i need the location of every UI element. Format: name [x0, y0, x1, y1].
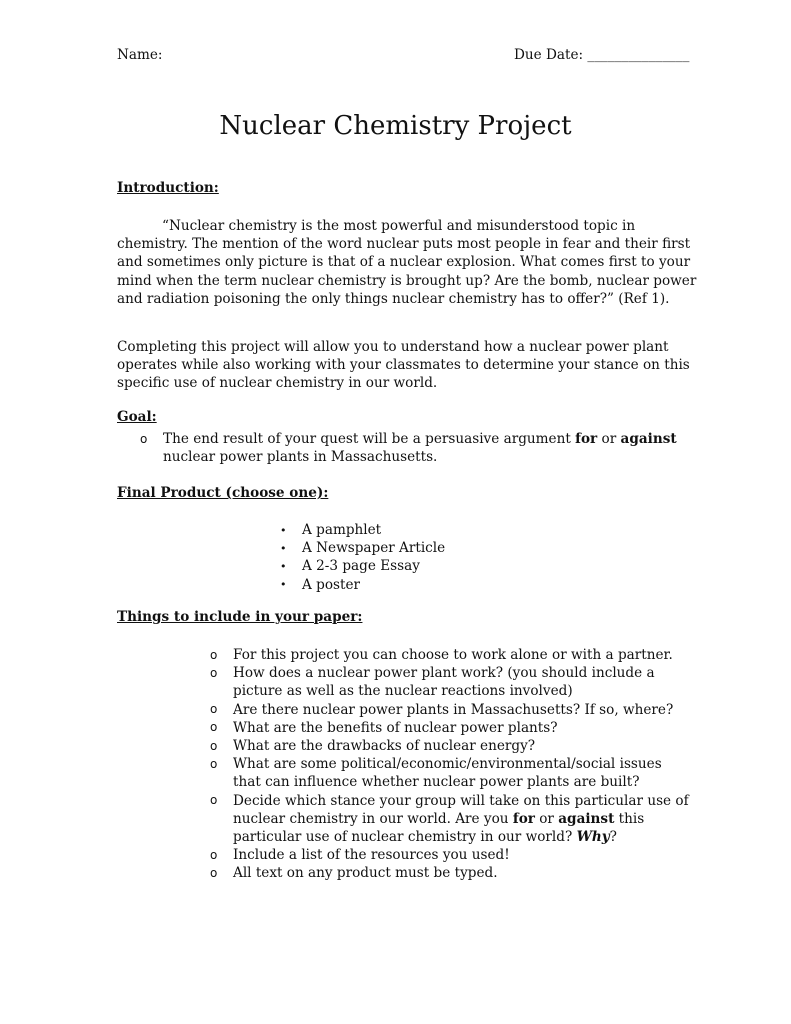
introduction-quote	[117, 217, 696, 308]
goal-marker-icon: o	[140, 432, 148, 446]
quote-line: chemistry. The mention of the word nuclear puts most people in fear and their first	[117, 236, 691, 253]
list-marker-icon: o	[210, 866, 218, 880]
item-against: against	[558, 810, 615, 827]
item-text: nuclear chemistry in our world. Are you	[233, 810, 513, 827]
item-why: Why	[576, 828, 610, 845]
bullet-icon: •	[280, 542, 287, 555]
bullet-icon: •	[280, 524, 287, 537]
list-item: What are the drawbacks of nuclear energy?	[233, 737, 536, 754]
list-item: What are some political/economic/environmental/social issues	[233, 756, 662, 773]
list-marker-icon: o	[210, 757, 218, 771]
list-item: A poster	[302, 576, 361, 593]
list-item: A 2-3 page Essay	[302, 558, 420, 575]
name-label: Name:	[117, 47, 163, 63]
item-for: for	[512, 810, 535, 827]
list-item: All text on any product must be typed.	[233, 865, 498, 882]
completion-line: operates while also working with your classmates to determine your stance on this	[117, 357, 690, 374]
page-title: Nuclear Chemistry Project	[219, 111, 572, 141]
list-marker-icon: o	[210, 702, 218, 716]
quote-line: “Nuclear chemistry is the most powerful and misunderstood topic in	[162, 218, 636, 234]
quote-line: mind when the term nuclear chemistry is brought up? Are the bomb, nuclear power	[117, 272, 697, 289]
goal-text-part: The end result of your quest will be a persuasive argument	[163, 431, 576, 447]
list-marker-icon: o	[210, 648, 218, 662]
list-item-continued	[233, 828, 689, 846]
list-marker-icon: o	[210, 739, 218, 753]
final-product-heading: Final Product (choose one):	[117, 485, 329, 501]
list-item: What are the benefits of nuclear power plants?	[233, 719, 558, 736]
list-item-continued: picture as well as the nuclear reactions involved)	[233, 683, 573, 700]
bullet-icon: •	[280, 578, 287, 591]
list-item: Are there nuclear power plants in Massachusetts? If so, where?	[233, 701, 674, 718]
bullet-icon: •	[280, 560, 287, 573]
introduction-completion	[117, 338, 690, 393]
list-item: A pamphlet	[302, 522, 382, 538]
goal-against: against	[620, 431, 677, 447]
quote-line: and sometimes only picture is that of a nuclear explosion. What comes first to your	[117, 254, 691, 271]
list-item: For this project you can choose to work alone or with a partner.	[233, 647, 673, 663]
introduction-heading: Introduction:	[117, 180, 219, 196]
goal-for: for	[575, 431, 598, 447]
item-text: particular use of nuclear chemistry in our world?	[233, 828, 577, 845]
things-to-include-list	[233, 646, 689, 882]
list-marker-icon: o	[210, 666, 218, 680]
list-item: Include a list of the resources you used!	[233, 847, 510, 864]
list-item: How does a nuclear power plant work? (you should include a	[233, 665, 655, 682]
goal-text	[163, 430, 677, 466]
item-text: this	[614, 810, 645, 827]
list-item: A Newspaper Article	[302, 540, 446, 557]
list-marker-icon: o	[210, 793, 218, 807]
goal-heading: Goal:	[117, 409, 157, 425]
item-text: ?	[609, 828, 617, 845]
quote-line: and radiation poisoning the only things nuclear chemistry has to offer?” (Ref 1).	[117, 290, 670, 307]
item-or: or	[534, 810, 559, 827]
list-marker-icon: o	[210, 720, 218, 734]
list-item: Decide which stance your group will take on this particular use of	[233, 792, 689, 809]
list-item-continued: that can influence whether nuclear power plants are built?	[233, 774, 640, 791]
completion-line: Completing this project will allow you to understand how a nuclear power plant	[117, 339, 669, 355]
list-item-continued	[233, 810, 689, 828]
completion-line: specific use of nuclear chemistry in our world.	[117, 375, 438, 392]
goal-line-2: nuclear power plants in Massachusetts.	[163, 449, 438, 466]
things-to-include-heading: Things to include in your paper:	[117, 609, 363, 625]
final-product-list	[302, 521, 445, 594]
list-marker-icon: o	[210, 848, 218, 862]
due-date-label: Due Date: _______________	[514, 47, 690, 63]
goal-or: or	[597, 431, 621, 447]
